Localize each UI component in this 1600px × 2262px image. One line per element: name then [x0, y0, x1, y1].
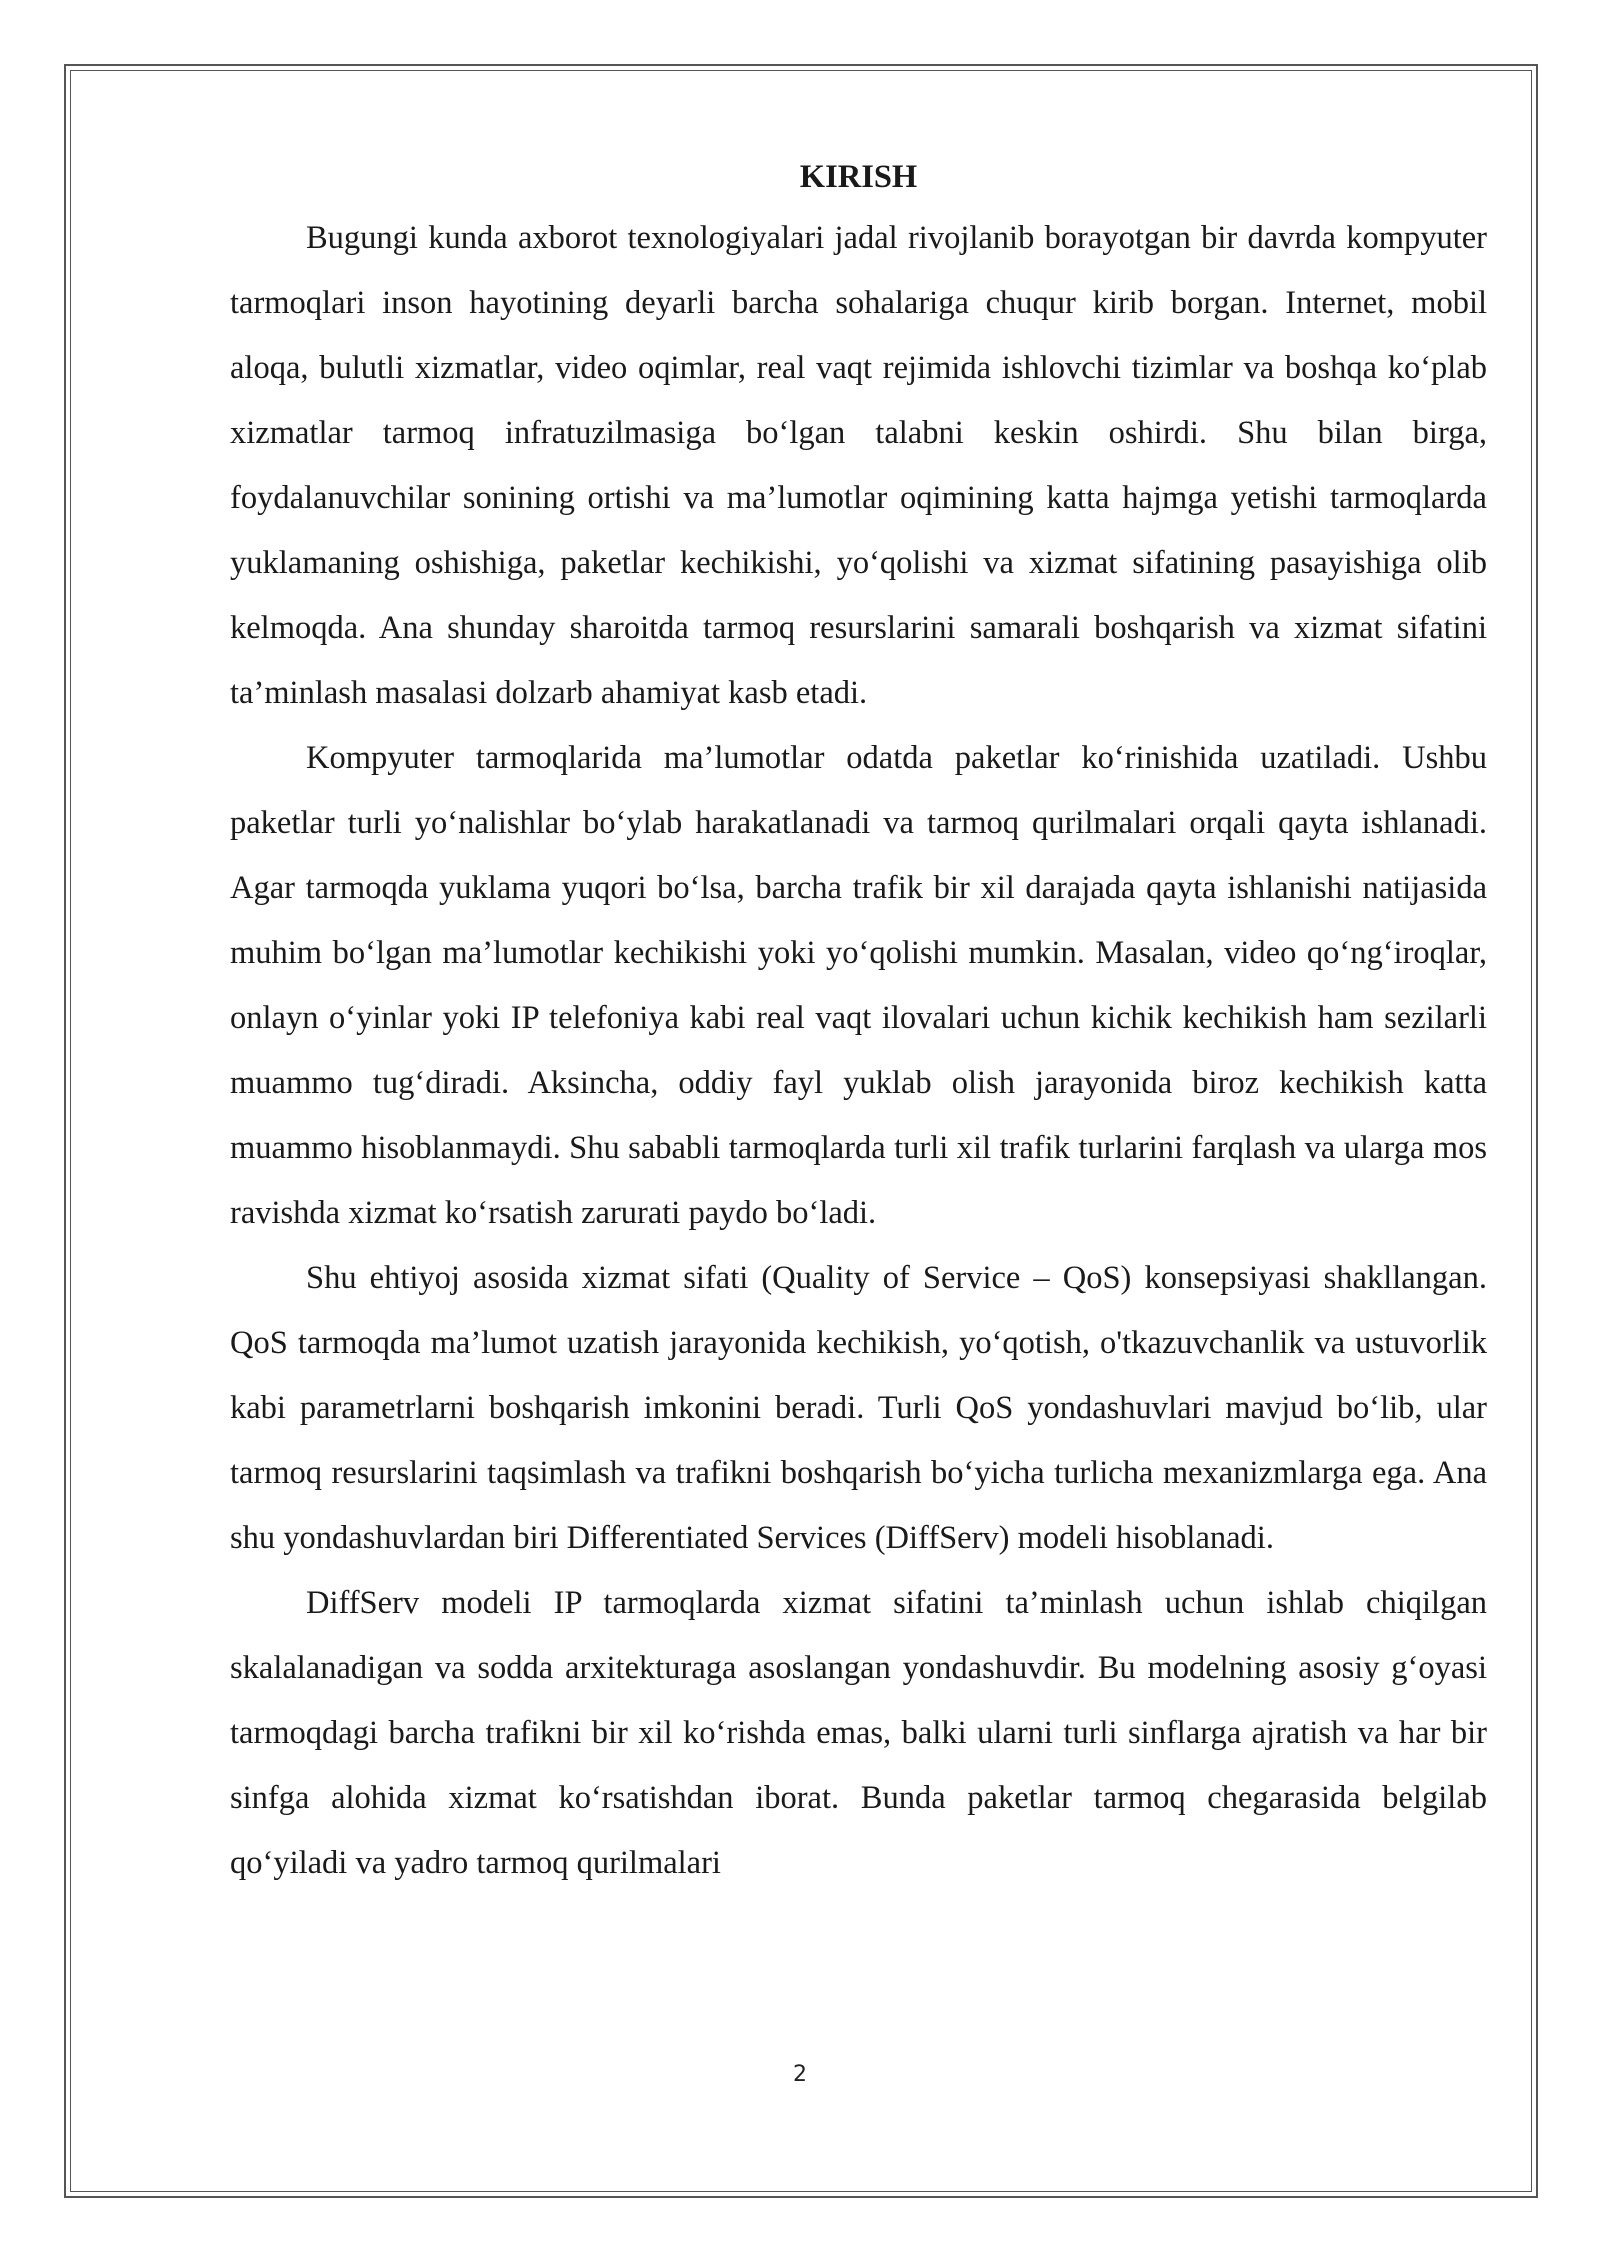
page-title: KIRISH: [799, 159, 918, 195]
paragraph-2: Kompyuter tarmoqlarida ma’lumotlar odatda paketlar ko‘rinishida uzatiladi. Ushbu paketlar turli yo‘nalishlar bo‘ylab harakatlanadi va tarmoq qurilmalari orqali qayta ishlanadi. Agar tarmoqda yuklama yuqori bo‘lsa, barcha trafik bir xil darajada qayta ishlanishi natijasida muhim bo‘lgan ma’lumotlar kechikishi yoki yo‘qolishi mumkin. Masalan, video qo‘ng‘iroqlar, onlayn o‘yinlar yoki IP telefoniya kabi real vaqt ilovalari uchun kichik kechikish ham sezilarli muammo tug‘diradi. Aksincha, oddiy fayl yuklab olish jarayonida biroz kechikish katta muammo hisoblanmaydi. Shu sababli tarmoqlarda turli xil trafik turlarini farqlash va ularga mos ravishda xizmat ko‘rsatish zarurati paydo bo‘ladi.: [230, 740, 1487, 1231]
paragraph-3: Shu ehtiyoj asosida xizmat sifati (Quality of Service – QoS) konsepsiyasi shakllangan. QoS tarmoqda ma’lumot uzatish jarayonida kechikish, yo‘qotish, o'tkazuvchanlik va ustuvorlik kabi parametrlarni boshqarish imkonini beradi. Turli QoS yondashuvlari mavjud bo‘lib, ular tarmoq resurslarini taqsimlash va trafikni boshqarish bo‘yicha turlicha mexanizmlarga ega. Ana shu yondashuvlardan biri Differentiated Services (DiffServ) modeli hisoblanadi.: [230, 1260, 1487, 1556]
paragraph-4: DiffServ modeli IP tarmoqlarda xizmat sifatini ta’minlash uchun ishlab chiqilgan skalalanadigan va sodda arxitekturaga asoslangan yondashuvdir. Bu modelning asosiy g‘oyasi tarmoqdagi barcha trafikni bir xil ko‘rishda emas, balki ularni turli sinflarga ajratish va har bir sinfga alohida xizmat ko‘rsatishdan iborat. Bunda paketlar tarmoq chegarasida belgilab qo‘yiladi va yadro tarmoq qurilmalari: [230, 1585, 1487, 1881]
page-number: 2: [793, 2062, 807, 2087]
document-body: [230, 148, 1487, 1896]
paragraph-1: Bugungi kunda axborot texnologiyalari jadal rivojlanib borayotgan bir davrda kompyuter tarmoqlari inson hayotining deyarli barcha sohalariga chuqur kirib borgan. Internet, mobil aloqa, bulutli xizmatlar, video oqimlar, real vaqt rejimida ishlovchi tizimlar va boshqa ko‘plab xizmatlar tarmoq infratuzilmasiga bo‘lgan talabni keskin oshirdi. Shu bilan birga, foydalanuvchilar sonining ortishi va ma’lumotlar oqimining katta hajmga yetishi tarmoqlarda yuklamaning oshishiga, paketlar kechikishi, yo‘qolishi va xizmat sifatining pasayishiga olib kelmoqda. Ana shunday sharoitda tarmoq resurslarini samarali boshqarish va xizmat sifatini ta’minlash masalasi dolzarb ahamiyat kasb etadi.: [230, 220, 1487, 711]
